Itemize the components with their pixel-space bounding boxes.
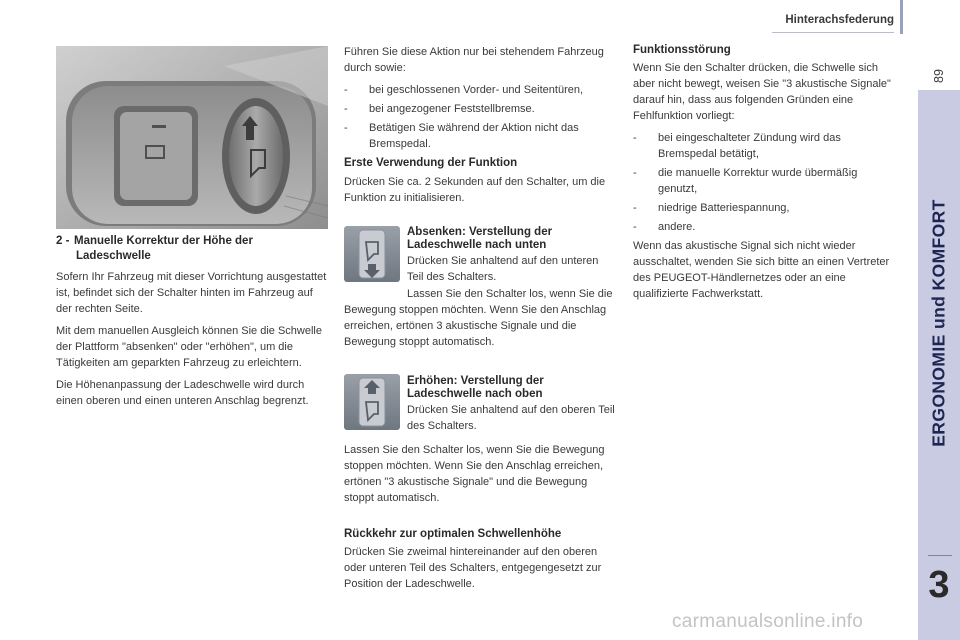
middle-intro-text: Führen Sie diese Aktion nur bei stehendem Fahrzeug durch sowie: (344, 46, 604, 74)
lower-switch-illustration (344, 226, 400, 282)
list-item: - Betätigen Sie während der Aktion nicht das Bremspedal. (344, 120, 616, 152)
left-paragraph-function: Mit dem manuellen Ausgleich können Sie die Schwelle der Plattform "absenken" oder "erhöhen", um die Tätigkeiten am geparkten Fahrzeug zu erleichtern. (56, 325, 322, 369)
list-item: - bei angezogener Feststellbremse. (344, 101, 616, 117)
list-item: - bei geschlossenen Vorder- und Seitentüren, (344, 82, 616, 98)
raise-switch-illustration (344, 374, 400, 430)
list-item: - bei eingeschalteter Zündung wird das Bremspedal betätigt, (633, 130, 898, 162)
malfunction-title: Funktionsstörung (633, 44, 731, 56)
raise-text-1: Drücken Sie anhaltend auf den oberen Teil des Schalters. (407, 404, 615, 432)
header-accent-bar (900, 0, 903, 34)
first-use-title: Erste Verwendung der Funktion (344, 157, 518, 169)
section-heading-line2: Ladeschwelle (76, 250, 151, 262)
lower-title: Absenken: Verstellung der Ladeschwelle nach unten (407, 226, 553, 251)
middle-intro-block (344, 44, 616, 155)
list-item: - niedrige Batteriespannung, (633, 200, 898, 216)
section-number: 2 - (56, 235, 70, 247)
return-title: Rückkehr zur optimalen Schwellenhöhe (344, 528, 562, 540)
list-item: - andere. (633, 219, 898, 235)
chapter-number: 3 (928, 564, 950, 606)
lower-text-2: Lassen Sie den Schalter los, wenn Sie die Bewegung stoppen möchten. Wenn Sie den Anschlag erreichen, ertönen 3 akustische Signale und die Bewegung stoppt automatisch. (344, 288, 613, 348)
section-heading-line1: Manuelle Korrektur der Höhe der (74, 235, 253, 247)
return-text: Drücken Sie zweimal hintereinander auf den oberen oder unteren Teil des Schalters, entgegengesetzt zur Position der Ladeschwelle. (344, 546, 602, 590)
page-number (918, 56, 960, 96)
raise-switch-icon (344, 374, 400, 430)
header-rule (772, 32, 894, 33)
section-heading-manual-correction (56, 234, 326, 264)
chapter-rule (928, 555, 952, 556)
page-header-title: Hinterachsfederung (785, 14, 894, 26)
list-item: - die manuelle Korrektur wurde übermäßig genutzt, (633, 165, 898, 197)
lower-text-1: Drücken Sie anhaltend auf den unteren Teil des Schalters. (407, 255, 599, 283)
switch-panel-photo (56, 46, 328, 229)
watermark: carmanualsonline.info (672, 611, 864, 632)
chapter-title-text: ERGONOMIE und KOMFORT (928, 199, 949, 447)
malfunction-block (633, 60, 898, 302)
middle-conditions-list (344, 82, 616, 152)
left-paragraph-limits: Die Höhenanpassung der Ladeschwelle wird durch einen oberen und einen unteren Anschlag begrenzt. (56, 379, 309, 407)
switch-panel-illustration (56, 46, 328, 229)
lower-switch-icon (344, 226, 400, 282)
first-use-text: Drücken Sie ca. 2 Sekunden auf den Schalter, um die Funktion zu initialisieren. (344, 176, 606, 204)
chapter-title (918, 93, 960, 553)
raise-title: Erhöhen: Verstellung der Ladeschwelle nach oben (407, 375, 544, 400)
page-number-text: 89 (932, 69, 946, 83)
malfunction-text: Wenn Sie den Schalter drücken, die Schwelle sich aber nicht bewegt, weisen Sie "3 akustische Signale" darauf hin, dass aus folgenden Gründen eine Fehlfunktion vorliegt: (633, 62, 891, 122)
left-paragraph-location: Sofern Ihr Fahrzeug mit dieser Vorrichtung ausgestattet ist, befindet sich der Schalter hinten im Fahrzeug auf der rechten Seite. (56, 271, 327, 315)
raise-text-2: Lassen Sie den Schalter los, wenn Sie die Bewegung stoppen möchten. Wenn Sie den Anschlag erreichen, ertönen "3 akustische Signale" und die Bewegung stoppt automatisch. (344, 444, 605, 504)
left-column-text (56, 269, 328, 409)
malfunction-closing: Wenn das akustische Signal sich nicht wieder ausschaltet, wenden Sie sich bitte an einen Vertreter des PEUGEOT-Händlernetzes oder an eine qualifizierte Fachwerkstatt. (633, 240, 890, 300)
malfunction-causes-list (633, 130, 898, 235)
